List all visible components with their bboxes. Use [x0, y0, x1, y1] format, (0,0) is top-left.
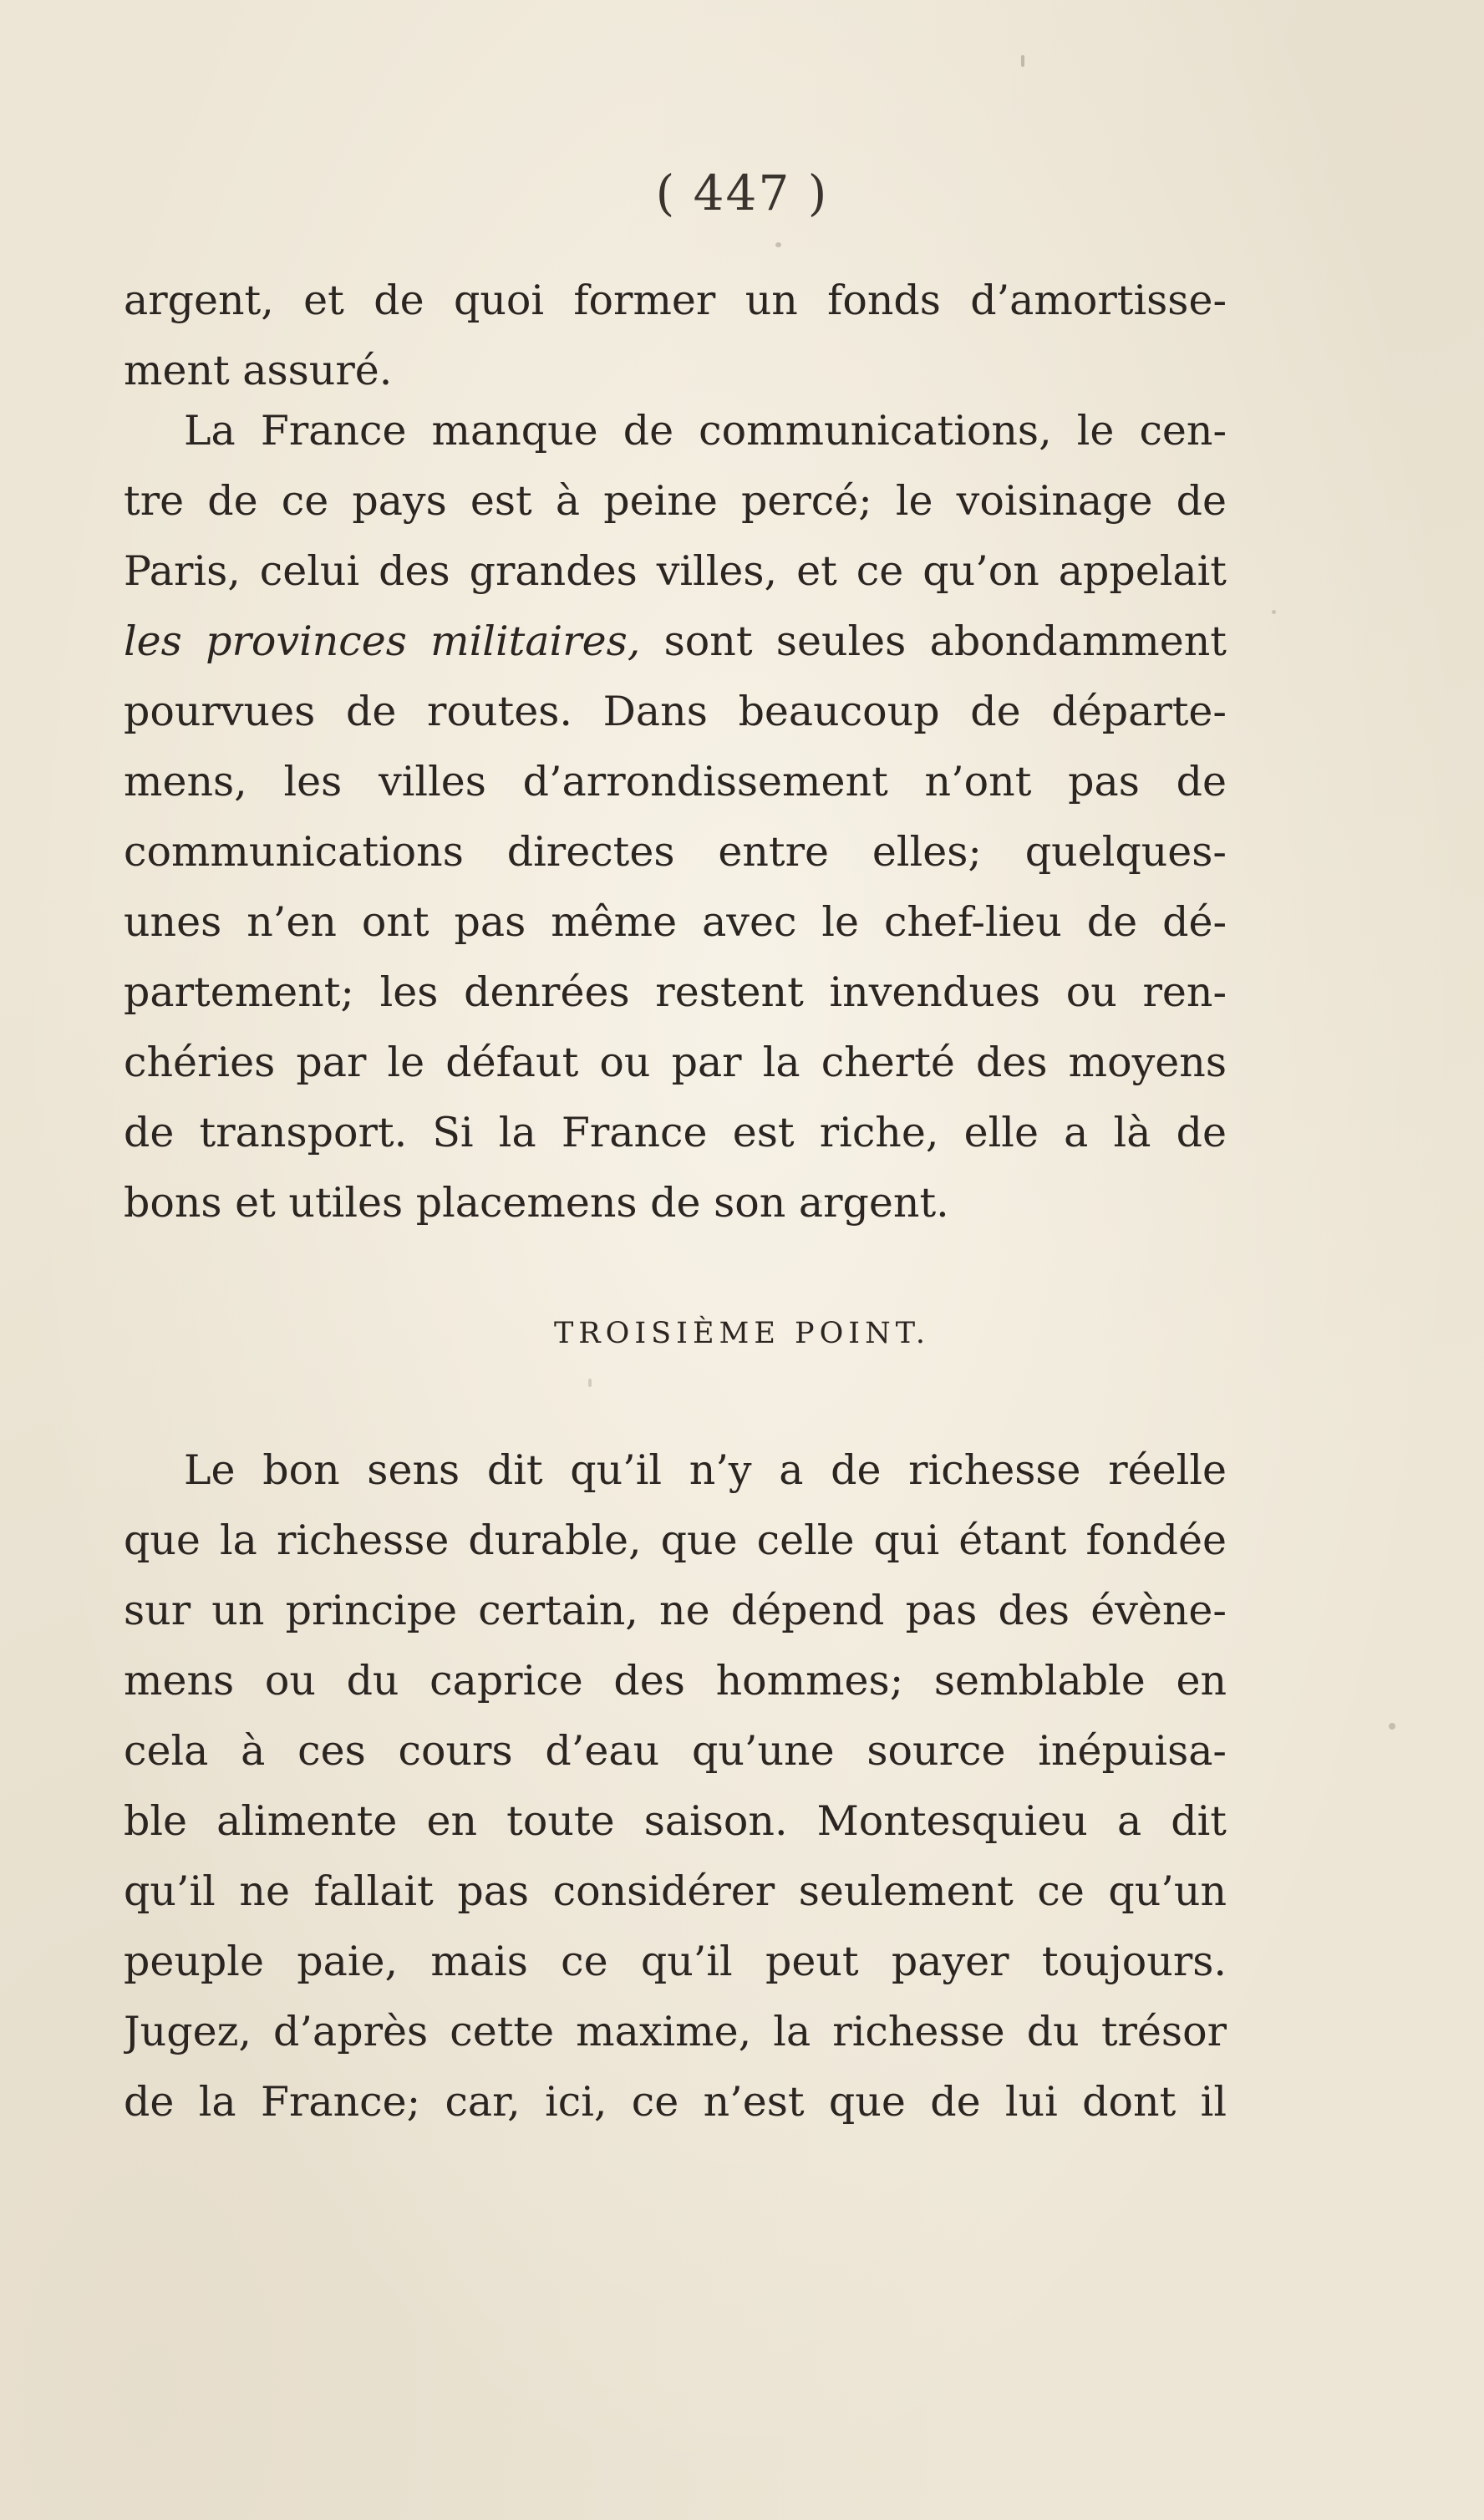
text-line: argent, et de quoi former un fonds d’amortisse- — [124, 277, 1227, 324]
text-line: Le bon sens dit qu’il n’y a de richesse réelle — [184, 1446, 1227, 1494]
text-line: chéries par le défaut ou par la cherté des moyens — [124, 1039, 1227, 1086]
text-line: communications directes entre elles; quelques- — [124, 828, 1227, 876]
text-line: mens ou du caprice des hommes; semblable en — [124, 1657, 1227, 1705]
paragraph-richesse — [124, 1435, 1227, 2137]
text-line: La France manque de communications, le cen- — [184, 407, 1227, 455]
text-line: Jugez, d’après cette maxime, la richesse du trésor — [124, 2008, 1227, 2055]
page-number: ( 447 ) — [655, 165, 829, 221]
paper-speck — [775, 242, 781, 247]
text-line-mixed — [124, 607, 1227, 677]
text-line: tre de ce pays est à peine percé; le voisinage de — [124, 477, 1227, 525]
paper-speck — [588, 1379, 592, 1387]
text-line: que la richesse durable, que celle qui étant fondée — [124, 1517, 1227, 1564]
text-line: ment assuré. — [124, 347, 393, 394]
text-line: de la France; car, ici, ce n’est que de lui dont il — [124, 2078, 1227, 2126]
text-line: qu’il ne fallait pas considérer seulement ce qu’un — [124, 1867, 1227, 1915]
text-line: cela à ces cours d’eau qu’une source inépuisa- — [124, 1727, 1227, 1775]
paragraph-continuation — [124, 266, 1227, 406]
text-line: ble alimente en toute saison. Montesquieu a dit — [124, 1797, 1227, 1845]
text-line: sur un principe certain, ne dépend pas des évène- — [124, 1587, 1227, 1634]
text-line: mens, les villes d’arrondissement n’ont pas de — [124, 758, 1227, 805]
text-line: Paris, celui des grandes villes, et ce qu’on appelait — [124, 547, 1227, 595]
text-line: de transport. Si la France est riche, elle a là de — [124, 1109, 1227, 1156]
text-line: unes n’en ont pas même avec le chef-lieu de dé- — [124, 898, 1227, 946]
paragraph-communications — [124, 396, 1227, 1238]
paper-speck — [1272, 610, 1276, 614]
section-heading: TROISIÈME POINT. — [553, 1317, 931, 1350]
text-line: pourvues de routes. Dans beaucoup de départe- — [124, 688, 1227, 735]
text-line: bons et utiles placemens de son argent. — [124, 1179, 949, 1227]
paper-speck — [1021, 55, 1024, 67]
paper-speck — [1389, 1723, 1395, 1730]
text-line: peuple paie, mais ce qu’il peut payer toujours. — [124, 1938, 1227, 1985]
text-fragment: sont seules abondamment — [640, 617, 1227, 665]
paper-speck — [819, 1200, 822, 1203]
text-line: partement; les denrées restent invendues ou ren- — [124, 968, 1227, 1016]
italic-phrase: les provinces militaires, — [124, 617, 641, 665]
